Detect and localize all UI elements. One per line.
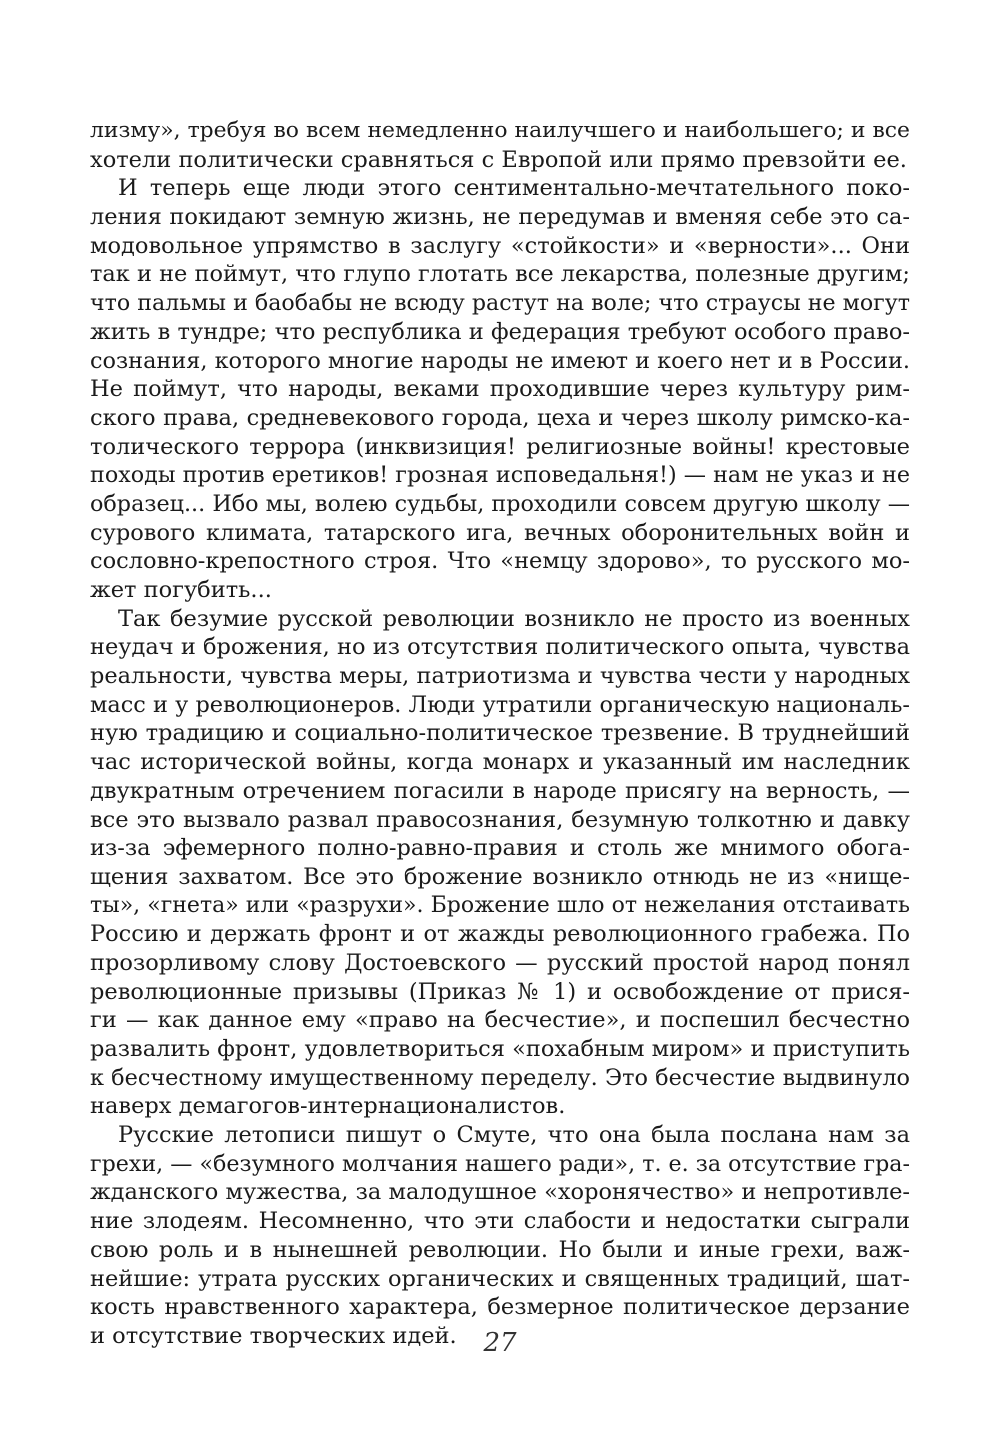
text-line: развалить фронт, удовлетвориться «похабным миром» и приступить — [90, 1036, 910, 1062]
text-line: революционные призывы (Приказ № 1) и освобождение от прися- — [90, 978, 910, 1005]
text-line: что пальмы и баобабы не всюду растут на воле; что страусы не могут — [90, 290, 910, 317]
text-line: походы против еретиков! грозная исповедальня!) — нам не указ и не — [90, 462, 910, 489]
text-line: сознания, которого многие народы не имеют и коего нет и в России. — [90, 347, 910, 374]
text-line: масс и у революционеров. Люди утратили органическую националь- — [90, 691, 910, 718]
text-line: сословно-крепостного строя. Что «немцу здорово», то русского мо- — [90, 548, 910, 575]
text-line: Не поймут, что народы, веками проходившие через культуру рим- — [90, 376, 910, 403]
text-line: к бесчестному имущественному переделу. Это бесчестие выдвинуло — [90, 1064, 910, 1091]
text-line: ты», «гнета» или «разрухи». Брожение шло от нежелания отстаивать — [90, 892, 910, 918]
text-line: прозорливому слову Достоевского — русский простой народ понял — [90, 949, 910, 976]
page-number: 27 — [483, 1328, 517, 1358]
text-line: Так безумие русской революции возникло не просто из военных — [118, 605, 910, 632]
text-line: ского права, средневекового города, цеха и через школу римско-ка- — [90, 404, 910, 431]
text-line: ную традицию и социально-политическое трезвение. В труднейший — [90, 720, 910, 747]
body-text — [90, 117, 910, 1351]
text-line: ги — как данное ему «право на бесчестие», и поспешил бесчестно — [90, 1007, 910, 1034]
text-line: И теперь еще люди этого сентиментально-мечтательного поко- — [118, 175, 910, 202]
text-line: хотели политически сравняться с Европой или прямо превзойти ее. — [90, 146, 907, 173]
text-line: реальности, чувства меры, патриотизма и чувства чести у народных — [90, 663, 910, 690]
text-line: Русские летописи пишут о Смуте, что она была послана нам за — [118, 1122, 910, 1149]
text-line: жет погубить... — [90, 577, 272, 603]
text-line: час исторической войны, когда монарх и указанный им наследник — [90, 749, 910, 776]
text-line: так и не поймут, что глупо глотать все лекарства, полезные другим; — [90, 261, 910, 288]
text-line: неудач и брожения, но из отсутствия политического опыта, чувства — [90, 634, 910, 661]
text-line: ления покидают земную жизнь, не передумав и вменяя себе это са- — [90, 204, 910, 231]
text-line: лизму», требуя во всем немедленно наилучшего и наибольшего; и все — [90, 118, 910, 143]
text-line: из-за эфемерного полно-равно-правия и столь же мнимого обога- — [90, 835, 910, 862]
text-line: сурового климата, татарского ига, вечных оборонительных войн и — [90, 519, 910, 546]
text-line: свою роль и в нынешней революции. Но были и иные грехи, важ- — [90, 1236, 910, 1263]
text-line: наверх демагогов-интернационалистов. — [90, 1093, 566, 1120]
text-line: жданского мужества, за малодушное «хоронячество» и непротивле- — [90, 1179, 910, 1206]
text-line: Россию и держать фронт и от жажды революционного грабежа. По — [90, 921, 910, 948]
text-line: все это вызвало развал правосознания, безумную толкотню и давку — [90, 806, 910, 833]
text-line: толического террора (инквизиция! религиозные войны! крестовые — [90, 433, 910, 460]
text-line: образец... Ибо мы, волею судьбы, проходили совсем другую школу — — [90, 490, 910, 517]
text-line: жить в тундре; что республика и федерация требуют особого право- — [90, 318, 910, 345]
text-line: кость нравственного характера, безмерное политическое дерзание — [90, 1294, 910, 1321]
text-line: двукратным отречением погасили в народе присягу на верность, — — [90, 777, 910, 804]
text-line: ние злодеям. Несомненно, что эти слабости и недостатки сыграли — [90, 1208, 910, 1235]
text-line: щения захватом. Все это брожение возникло отнюдь не из «нище- — [90, 863, 910, 890]
text-line: и отсутствие творческих идей. — [90, 1322, 457, 1349]
text-line: нейшие: утрата русских органических и священных традиций, шат- — [90, 1265, 910, 1292]
text-line: модовольное упрямство в заслугу «стойкости» и «верности»... Они — [90, 232, 910, 259]
text-line: грехи, — «безумного молчания нашего ради», т. е. за отсутствие гра- — [90, 1150, 910, 1177]
